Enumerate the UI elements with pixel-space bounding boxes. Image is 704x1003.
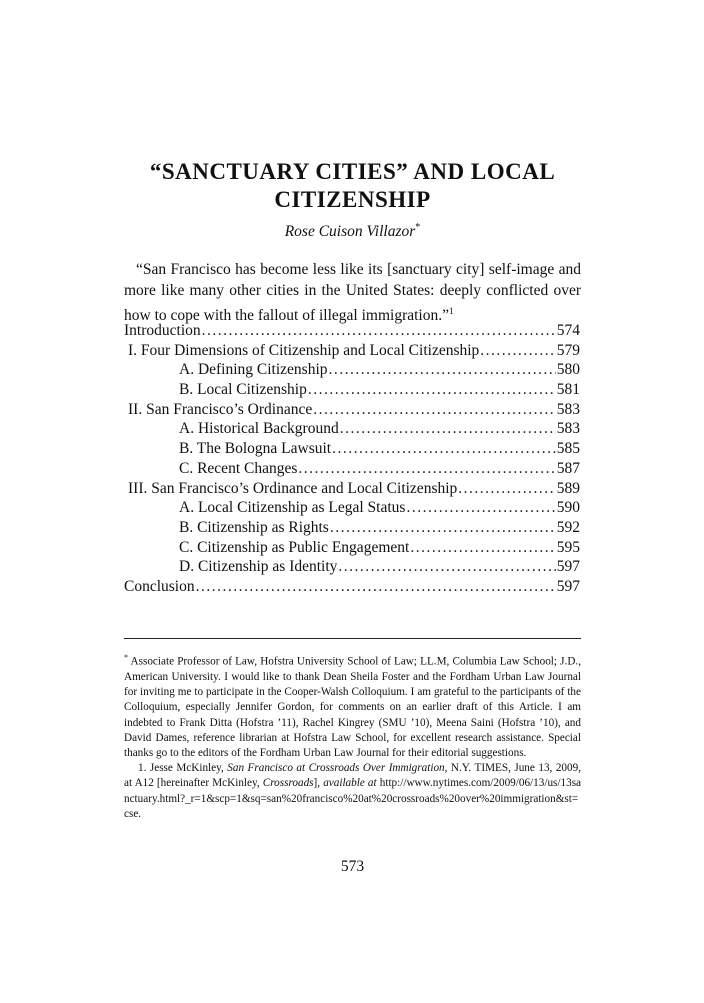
toc-leader xyxy=(329,360,556,380)
toc-entry xyxy=(124,341,580,361)
footnote-author-text: Associate Professor of Law, Hofstra University School of Law; LL.M, Columbia Law School; J.D., American University. I would like to thank Dean Sheila Foster and the Fordham Urban Law Journal for inviting me to participate in the Cooper-Walsh Colloquium. I am grateful to the participants of the Colloquium, especially Jennifer Gordon, for comments on an earlier draft of this Article. I am indebted to Frank Ditta (Hofstra ’11), Rachel Kingrey (SMU ’10), Meena Saini (Hofstra ’10), and David Dames, reference librarian at Hofstra Law School, for excellent research assistance. Special thanks go to the editors of the Fordham Urban Law Journal for their editorial suggestions. xyxy=(124,655,581,759)
toc-label: C. Citizenship as Public Engagement xyxy=(179,538,410,556)
toc-label: C. Recent Changes xyxy=(179,459,298,477)
toc-label: I. Four Dimensions of Citizenship and Local Citizenship xyxy=(128,341,480,359)
toc-label: A. Defining Citizenship xyxy=(179,361,328,379)
toc-entry xyxy=(124,439,580,459)
toc-entry xyxy=(124,459,580,479)
toc-leader xyxy=(313,400,556,420)
toc-page: 583 xyxy=(556,420,580,438)
toc-page: 583 xyxy=(556,400,580,418)
toc-label: II. San Francisco’s Ordinance xyxy=(128,400,313,418)
footnote-mark: * xyxy=(124,653,128,662)
toc-entry xyxy=(124,380,580,400)
toc-leader xyxy=(338,557,555,577)
toc-label: Conclusion xyxy=(124,577,195,595)
footnote-1-short-title: Crossroads xyxy=(262,777,314,790)
author-name: Rose Cuison Villazor xyxy=(284,223,416,241)
toc-page: 590 xyxy=(556,499,580,517)
footnote-1-available-at: available at xyxy=(323,777,377,790)
footnote-author xyxy=(124,650,581,761)
toc-label: B. Local Citizenship xyxy=(179,381,307,399)
toc-leader xyxy=(202,321,556,341)
toc-leader xyxy=(406,498,555,518)
title-line-1: “SANCTUARY CITIES” AND LOCAL xyxy=(149,159,556,184)
footnote-1-url: http://www.nytimes.com/2009/06/13/us/13sanctuary.html?_r=1&scp=1&sq=san%20francisco%20at%20crossroads%20over%20immigration&st=cse. xyxy=(124,777,582,820)
toc-label: D. Citizenship as Identity xyxy=(179,558,338,576)
toc-leader xyxy=(340,419,556,439)
footnote-1-bracket: ], xyxy=(313,777,324,790)
toc-entry xyxy=(124,400,580,420)
footnote-1 xyxy=(124,761,581,822)
toc-label: A. Local Citizenship as Legal Status xyxy=(179,499,406,517)
toc-leader xyxy=(308,380,556,400)
toc-leader xyxy=(480,341,555,361)
toc-page: 580 xyxy=(556,361,580,379)
toc-entry xyxy=(124,538,580,558)
toc-page: 574 xyxy=(556,322,580,339)
toc-label: III. San Francisco’s Ordinance and Local Citizenship xyxy=(128,479,458,497)
footnotes xyxy=(124,650,581,822)
toc-leader xyxy=(332,439,556,459)
footnote-divider xyxy=(124,638,581,639)
toc-leader xyxy=(458,479,555,499)
footnote-1-title: San Francisco at Crossroads Over Immigration xyxy=(227,762,445,775)
toc-entry xyxy=(124,479,580,499)
toc-page: 579 xyxy=(556,341,580,359)
toc-label: A. Historical Background xyxy=(179,420,339,438)
article-author xyxy=(120,222,585,241)
toc-entry xyxy=(124,419,580,439)
epigraph-footnote-ref: 1 xyxy=(449,306,454,316)
toc-page: 597 xyxy=(556,558,580,576)
toc-label: B. The Bologna Lawsuit xyxy=(179,440,332,458)
toc-page: 585 xyxy=(556,440,580,458)
title-line-2: CITIZENSHIP xyxy=(274,187,431,212)
toc-leader xyxy=(330,518,556,538)
toc-page: 587 xyxy=(556,459,580,477)
toc-entry xyxy=(124,321,580,341)
toc-page: 595 xyxy=(556,538,580,556)
footnote-1-citation: , N.Y. TIMES, June 13, 2009, at A12 [hereinafter McKinley, xyxy=(124,762,581,790)
toc-entry xyxy=(124,498,580,518)
article-title xyxy=(120,158,585,214)
toc-label: B. Citizenship as Rights xyxy=(179,518,329,536)
toc-leader xyxy=(410,538,555,558)
toc-entry xyxy=(124,360,580,380)
author-footnote-mark: * xyxy=(415,222,421,233)
table-of-contents xyxy=(124,321,580,597)
page-number: 573 xyxy=(340,858,365,875)
footnote-1-prefix: 1. Jesse McKinley, xyxy=(138,762,228,775)
toc-entry xyxy=(124,577,580,597)
toc-page: 581 xyxy=(556,381,580,399)
toc-leader xyxy=(196,577,556,597)
toc-page: 592 xyxy=(556,518,580,536)
epigraph-text: “San Francisco has become less like its [sanctuary city] self-image and more like many other cities in the United States: deeply conflicted over how to cope with the fallout of illegal immigration.” xyxy=(124,261,581,325)
toc-label: Introduction xyxy=(124,322,201,339)
toc-page: 589 xyxy=(556,479,580,497)
epigraph xyxy=(124,260,581,327)
toc-entry xyxy=(124,557,580,577)
toc-page: 597 xyxy=(556,577,580,595)
toc-leader xyxy=(298,459,555,479)
toc-entry xyxy=(124,518,580,538)
